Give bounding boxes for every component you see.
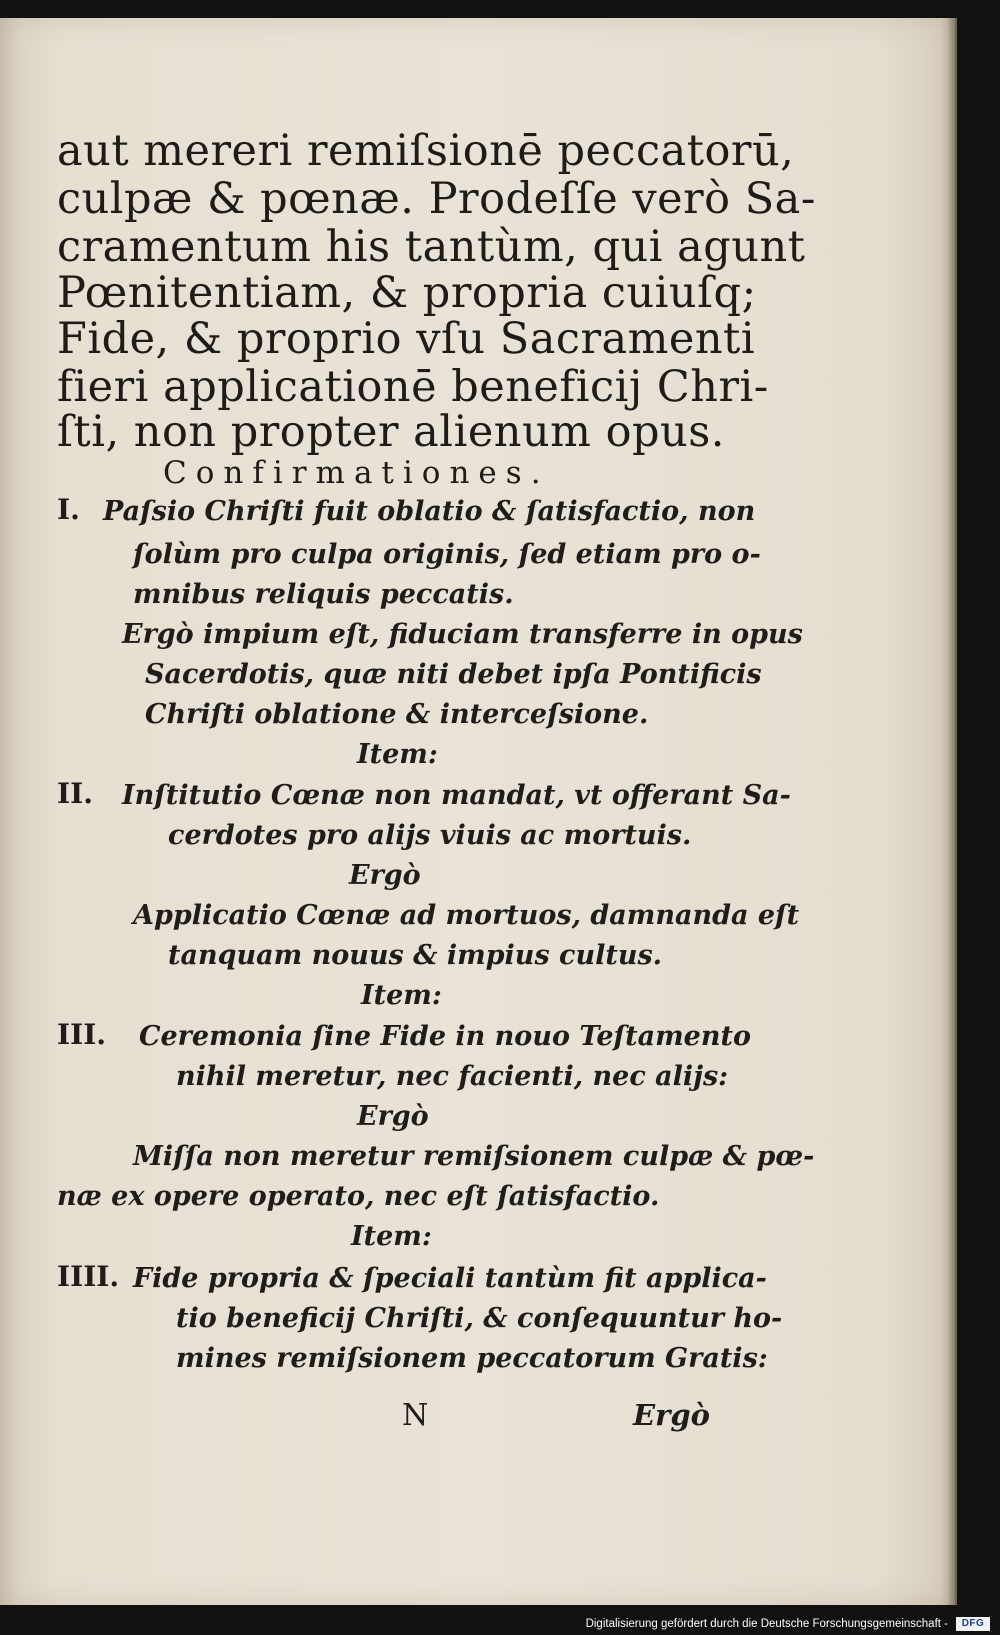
item-separator-1: Item: bbox=[357, 739, 438, 770]
item-2-line-1: Inſtitutio Cœnæ non mandat, vt offerant Sa- bbox=[122, 780, 791, 811]
footer-bar bbox=[0, 1605, 1000, 1635]
item-1-line-1: Paſsio Chriſti fuit oblatio & ſatisfactio, non bbox=[103, 496, 756, 527]
item-4-line-1: Fide propria & ſpeciali tantùm fit applica- bbox=[133, 1263, 767, 1294]
item-4-line-3: mines remiſsionem peccatorum Gratis: bbox=[176, 1343, 768, 1374]
catchword: Ergò bbox=[633, 1398, 711, 1432]
item-number-3: III. bbox=[57, 1018, 107, 1051]
item-1-conclusion-1: Ergò impium eſt, fiduciam transferre in opus bbox=[122, 619, 803, 650]
item-4-line-2: tio beneficij Chriſti, & conſequuntur ho- bbox=[176, 1303, 783, 1334]
item-separator-2: Item: bbox=[361, 980, 442, 1011]
body-line-5: Fide, & proprio vſu Sacramenti bbox=[57, 314, 756, 364]
item-1-line-3: mnibus reliquis peccatis. bbox=[133, 579, 514, 610]
book-page bbox=[0, 18, 957, 1605]
item-2-line-2: cerdotes pro alijs viuis ac mortuis. bbox=[168, 820, 692, 851]
item-2-conclusion-2: tanquam nouus & impius cultus. bbox=[168, 940, 663, 971]
body-line-1: aut mereri remiſsionē peccatorū, bbox=[57, 126, 795, 176]
funding-credit: Digitalisierung gefördert durch die Deutsche Forschungsgemeinschaft - bbox=[585, 1618, 948, 1630]
item-2-conclusion-1: Applicatio Cœnæ ad mortuos, damnanda eſt bbox=[133, 900, 800, 931]
item-1-conclusion-3: Chriſti oblatione & interceſsione. bbox=[145, 699, 649, 730]
section-heading: Confirmationes. bbox=[163, 455, 550, 491]
item-3-line-2: nihil meretur, nec facienti, nec alijs: bbox=[176, 1061, 729, 1092]
item-separator-3: Item: bbox=[351, 1221, 432, 1252]
item-number-1: I. bbox=[57, 493, 80, 526]
item-number-2: II. bbox=[57, 777, 93, 810]
signature-mark: N bbox=[402, 1398, 429, 1433]
dfg-logo-icon: DFG bbox=[956, 1617, 990, 1631]
page-edge-shadow bbox=[947, 18, 955, 1605]
body-line-3: cramentum his tantùm, qui agunt bbox=[57, 222, 806, 272]
body-line-6: fieri applicationē beneficij Chri- bbox=[57, 362, 769, 412]
item-3-conclusion-1: Miſſa non meretur remiſsionem culpæ & pœ- bbox=[133, 1141, 815, 1172]
body-line-4: Pœnitentiam, & propria cuiuſq; bbox=[57, 268, 757, 318]
item-3-line-1: Ceremonia ſine Fide in nouo Teſtamento bbox=[139, 1021, 751, 1052]
item-number-4: IIII. bbox=[57, 1260, 120, 1293]
ergo-2: Ergò bbox=[349, 860, 421, 891]
item-1-line-2: ſolùm pro culpa originis, ſed etiam pro o- bbox=[133, 539, 761, 570]
item-1-conclusion-2: Sacerdotis, quæ niti debet ipſa Pontificis bbox=[145, 659, 762, 690]
body-line-7: ſti, non propter alienum opus. bbox=[57, 407, 725, 457]
body-line-2: culpæ & pœnæ. Prodeſſe verò Sa- bbox=[57, 174, 816, 224]
ergo-3: Ergò bbox=[357, 1101, 429, 1132]
item-3-conclusion-2: næ ex opere operato, nec eſt ſatisfactio. bbox=[57, 1181, 660, 1212]
